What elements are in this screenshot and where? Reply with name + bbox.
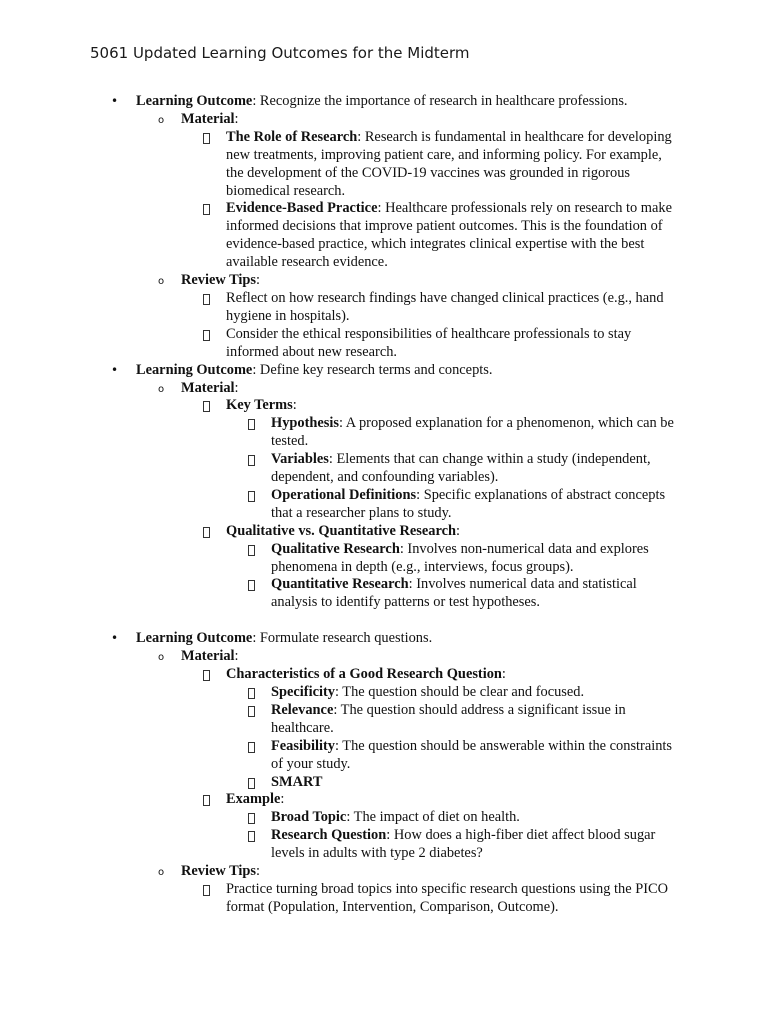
circle-bullet-icon: o — [158, 114, 165, 126]
material-item — [0, 200, 768, 272]
characteristic-term: SMART — [271, 773, 323, 790]
key-term: Operational Definitions — [271, 486, 417, 503]
example-text: : The impact of diet on health. — [346, 809, 520, 826]
square-bullet-icon — [248, 576, 255, 597]
material-heading — [0, 648, 768, 666]
colon: : — [234, 648, 239, 665]
document-body — [0, 93, 768, 917]
key-term-item — [0, 451, 768, 487]
page-title: 5061 Updated Learning Outcomes for the Midterm — [90, 44, 470, 62]
colon: : — [280, 791, 285, 808]
characteristic-item — [0, 774, 768, 792]
outcome-text: : Define key research terms and concepts. — [252, 361, 493, 378]
outcome-item — [0, 630, 768, 648]
review-tip — [0, 326, 768, 362]
review-tips-label: Review Tips — [181, 863, 257, 880]
bullet-icon: • — [111, 94, 119, 108]
material-text: : Research is fundamental in healthcare for developing new treatments, improving patient care, and informing policy. For example, the development of the COVID-19 vaccines was grounded in rigorous biomedical research. — [226, 128, 672, 199]
qual-quant-term: Quantitative Research — [271, 576, 409, 593]
key-term-item — [0, 487, 768, 523]
review-tips-heading — [0, 863, 768, 881]
characteristic-item — [0, 738, 768, 774]
characteristic-item — [0, 702, 768, 738]
outcome-text: : Formulate research questions. — [252, 630, 433, 647]
example-label: Example — [226, 791, 281, 808]
material-label: Material — [181, 379, 235, 396]
characteristic-term: Feasibility — [271, 737, 335, 754]
colon: : — [256, 863, 261, 880]
key-term-text: : A proposed explanation for a phenomenon, which can be tested. — [271, 415, 674, 450]
qual-quant-item — [0, 576, 768, 612]
qual-quant-item — [0, 541, 768, 577]
qual-quant-heading — [0, 523, 768, 541]
key-terms-label: Key Terms — [226, 397, 293, 414]
qual-quant-term: Qualitative Research — [271, 540, 400, 557]
square-bullet-icon — [203, 290, 210, 311]
review-tip-text: Consider the ethical responsibilities of healthcare professionals to stay informed about new research. — [226, 325, 632, 360]
square-bullet-icon — [248, 487, 255, 508]
characteristic-text: : The question should address a significant issue in healthcare. — [271, 701, 626, 736]
outcome-item — [0, 93, 768, 111]
square-bullet-icon — [248, 827, 255, 848]
example-text: : How does a high-fiber diet affect blood sugar levels in adults with type 2 diabetes? — [271, 827, 656, 862]
key-term-item — [0, 415, 768, 451]
square-bullet-icon — [203, 200, 210, 221]
outcome-item — [0, 362, 768, 380]
colon: : — [455, 522, 460, 539]
square-bullet-icon — [248, 415, 255, 436]
circle-bullet-icon: o — [158, 652, 165, 664]
colon: : — [256, 272, 261, 289]
material-item — [0, 129, 768, 201]
characteristic-item — [0, 684, 768, 702]
outcome-label: Learning Outcome — [136, 93, 253, 109]
qual-quant-label: Qualitative vs. Quantitative Research — [226, 522, 456, 539]
key-term: Variables — [271, 451, 329, 468]
example-heading — [0, 791, 768, 809]
material-label: Material — [181, 110, 235, 127]
review-tip — [0, 290, 768, 326]
circle-bullet-icon: o — [158, 276, 165, 288]
outcome-label: Learning Outcome — [136, 630, 253, 647]
material-heading — [0, 380, 768, 398]
example-item — [0, 809, 768, 827]
square-bullet-icon — [248, 451, 255, 472]
example-term: Broad Topic — [271, 809, 347, 826]
material-term: The Role of Research — [226, 128, 358, 145]
key-terms-heading — [0, 397, 768, 415]
characteristic-term: Relevance — [271, 701, 334, 718]
colon: : — [234, 110, 239, 127]
circle-bullet-icon: o — [158, 867, 165, 879]
square-bullet-icon — [248, 541, 255, 562]
square-bullet-icon — [203, 881, 210, 902]
key-term-text: : Elements that can change within a study (independent, dependent, and confounding variables). — [271, 451, 651, 486]
example-term: Research Question — [271, 827, 387, 844]
qual-quant-text: : Involves numerical data and statistical analysis to identify patterns or test hypotheses. — [271, 576, 637, 611]
square-bullet-icon — [248, 702, 255, 723]
characteristic-text: : The question should be answerable within the constraints of your study. — [271, 737, 673, 772]
bullet-icon: • — [111, 631, 119, 646]
characteristics-heading — [0, 666, 768, 684]
key-term-text: : Specific explanations of abstract concepts that a researcher plans to study. — [271, 486, 666, 521]
review-tip — [0, 881, 768, 917]
outcome-label: Learning Outcome — [136, 361, 253, 378]
square-bullet-icon — [203, 129, 210, 150]
material-text: : Healthcare professionals rely on research to make informed decisions that improve patient outcomes. This is the foundation of evidence-based practice, which integrates clinical expertise with the best available research evidence. — [226, 200, 672, 271]
characteristic-text: : The question should be clear and focused. — [334, 684, 585, 700]
outcome-text: : Recognize the importance of research in healthcare professions. — [252, 93, 628, 109]
example-item — [0, 827, 768, 863]
square-bullet-icon — [203, 326, 210, 347]
colon: : — [292, 397, 297, 414]
spacer — [0, 612, 768, 630]
review-tip-text: Reflect on how research findings have changed clinical practices (e.g., hand hygiene in hospitals). — [226, 289, 664, 324]
characteristic-term: Specificity — [271, 684, 335, 700]
bullet-icon: • — [111, 362, 119, 377]
review-tips-label: Review Tips — [181, 272, 257, 289]
material-label: Material — [181, 648, 235, 665]
square-bullet-icon — [248, 738, 255, 759]
key-term: Hypothesis — [271, 415, 339, 432]
colon: : — [234, 379, 239, 396]
review-tips-heading — [0, 272, 768, 290]
review-tip-text: Practice turning broad topics into specific research questions using the PICO format (Population, Intervention, Comparison, Outcome). — [226, 880, 669, 915]
colon: : — [501, 666, 506, 683]
characteristics-label: Characteristics of a Good Research Question — [226, 666, 502, 683]
qual-quant-text: : Involves non-numerical data and explores phenomena in depth (e.g., interviews, focus groups). — [271, 540, 649, 575]
circle-bullet-icon: o — [158, 383, 165, 395]
material-heading — [0, 111, 768, 129]
material-term: Evidence-Based Practice — [226, 200, 378, 217]
